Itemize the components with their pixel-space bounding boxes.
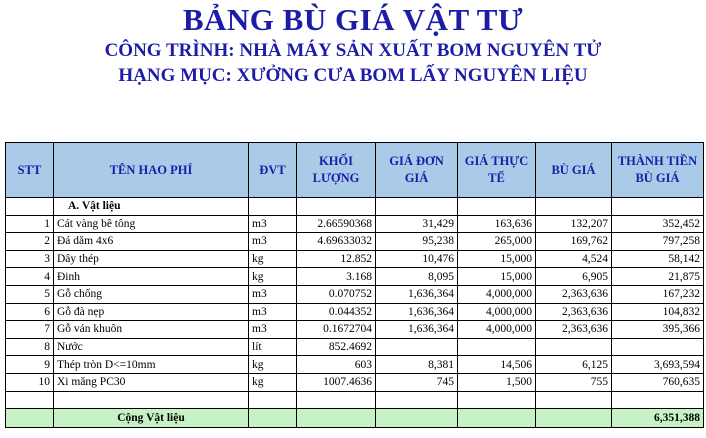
- row-diff: 2,363,636: [536, 285, 612, 303]
- table-row: [6, 338, 704, 356]
- row-name: Đinh: [54, 268, 249, 286]
- col-header-unit-price: GIÁ ĐƠN GIÁ: [376, 143, 458, 198]
- row-name: Gỗ đà nẹp: [54, 303, 249, 321]
- row-unit: lít: [249, 338, 297, 356]
- table-row: [6, 233, 704, 251]
- row-amount: 395,366: [612, 321, 704, 339]
- row-name: Đá dăm 4x6: [54, 233, 249, 251]
- section-label: A. Vật liệu: [54, 198, 249, 216]
- col-header-name: TÊN HAO PHÍ: [54, 143, 249, 198]
- row-diff: 6,125: [536, 356, 612, 374]
- table-row: [6, 321, 704, 339]
- col-header-diff: BÙ GIÁ: [536, 143, 612, 198]
- row-diff: 6,905: [536, 268, 612, 286]
- row-stt: 4: [6, 268, 54, 286]
- row-unit: kg: [249, 373, 297, 391]
- row-qty: 3.168: [297, 268, 376, 286]
- row-unit-price: 8,095: [376, 268, 458, 286]
- row-stt: 6: [6, 303, 54, 321]
- header-row: [6, 143, 704, 198]
- row-unit: kg: [249, 250, 297, 268]
- row-unit: m3: [249, 321, 297, 339]
- row-stt: 10: [6, 373, 54, 391]
- row-name: Cát vàng bê tông: [54, 215, 249, 233]
- row-actual-price: 163,636: [458, 215, 536, 233]
- row-actual-price: 4,000,000: [458, 285, 536, 303]
- row-amount: 21,875: [612, 268, 704, 286]
- row-unit: m3: [249, 303, 297, 321]
- row-actual-price: [458, 338, 536, 356]
- row-qty: 1007.4636: [297, 373, 376, 391]
- table-row: [6, 303, 704, 321]
- row-unit-price: 95,238: [376, 233, 458, 251]
- col-header-actual-price: GIÁ THỰC TẾ: [458, 143, 536, 198]
- page-title: BẢNG BÙ GIÁ VẬT TƯ: [182, 2, 524, 37]
- section-row: [6, 198, 704, 216]
- row-stt: 2: [6, 233, 54, 251]
- table-row: [6, 285, 704, 303]
- row-name: Dây thép: [54, 250, 249, 268]
- row-amount: 760,635: [612, 373, 704, 391]
- row-unit: m3: [249, 285, 297, 303]
- row-unit-price: [376, 338, 458, 356]
- row-qty: 0.044352: [297, 303, 376, 321]
- col-header-amount: THÀNH TIỀN BÙ GIÁ: [612, 143, 704, 198]
- row-amount: [612, 338, 704, 356]
- row-actual-price: 4,000,000: [458, 303, 536, 321]
- row-actual-price: 1,500: [458, 373, 536, 391]
- section-stt: [6, 198, 54, 216]
- cost-table: [5, 142, 704, 428]
- row-qty: 4.69633032: [297, 233, 376, 251]
- col-header-qty: KHỐI LƯỢNG: [297, 143, 376, 198]
- table-row: [6, 268, 704, 286]
- row-amount: 3,693,594: [612, 356, 704, 374]
- row-unit-price: 1,636,364: [376, 303, 458, 321]
- row-unit: kg: [249, 268, 297, 286]
- row-qty: 0.1672704: [297, 321, 376, 339]
- spacer-row: [6, 391, 704, 409]
- row-qty: 603: [297, 356, 376, 374]
- row-unit-price: 31,429: [376, 215, 458, 233]
- row-amount: 797,258: [612, 233, 704, 251]
- table-row: [6, 356, 704, 374]
- row-unit-price: 10,476: [376, 250, 458, 268]
- row-diff: [536, 338, 612, 356]
- row-actual-price: 4,000,000: [458, 321, 536, 339]
- row-amount: 104,832: [612, 303, 704, 321]
- row-name: Xi măng PC30: [54, 373, 249, 391]
- row-actual-price: 14,506: [458, 356, 536, 374]
- row-stt: 7: [6, 321, 54, 339]
- row-diff: 169,762: [536, 233, 612, 251]
- col-header-unit: ĐVT: [249, 143, 297, 198]
- row-amount: 167,232: [612, 285, 704, 303]
- row-diff: 755: [536, 373, 612, 391]
- table-row: [6, 250, 704, 268]
- project-subtitle: CÔNG TRÌNH: NHÀ MÁY SẢN XUẤT BOM NGUYÊN TỬ: [104, 40, 602, 61]
- row-diff: 2,363,636: [536, 321, 612, 339]
- row-qty: 12.852: [297, 250, 376, 268]
- total-label: Cộng Vật liệu: [54, 409, 249, 428]
- row-unit-price: 1,636,364: [376, 285, 458, 303]
- row-unit-price: 1,636,364: [376, 321, 458, 339]
- row-stt: 9: [6, 356, 54, 374]
- col-header-stt: STT: [6, 143, 54, 198]
- row-actual-price: 15,000: [458, 250, 536, 268]
- row-actual-price: 265,000: [458, 233, 536, 251]
- row-stt: 1: [6, 215, 54, 233]
- row-qty: 2.66590368: [297, 215, 376, 233]
- row-name: Gỗ chống: [54, 285, 249, 303]
- total-amount: 6,351,388: [612, 409, 704, 428]
- row-unit: m3: [249, 215, 297, 233]
- row-amount: 58,142: [612, 250, 704, 268]
- row-name: Nước: [54, 338, 249, 356]
- row-name: Thép tròn D<=10mm: [54, 356, 249, 374]
- row-unit: m3: [249, 233, 297, 251]
- row-unit-price: 745: [376, 373, 458, 391]
- table-row: [6, 215, 704, 233]
- row-stt: 3: [6, 250, 54, 268]
- item-subtitle: HẠNG MỤC: XƯỞNG CƯA BOM LẤY NGUYÊN LIỆU: [118, 65, 588, 86]
- total-row: [6, 409, 704, 428]
- row-name: Gỗ ván khuôn: [54, 321, 249, 339]
- row-diff: 132,207: [536, 215, 612, 233]
- row-qty: 0.070752: [297, 285, 376, 303]
- row-unit-price: 8,381: [376, 356, 458, 374]
- row-amount: 352,452: [612, 215, 704, 233]
- row-actual-price: 15,000: [458, 268, 536, 286]
- row-stt: 8: [6, 338, 54, 356]
- table-row: [6, 373, 704, 391]
- row-qty: 852.4692: [297, 338, 376, 356]
- row-diff: 2,363,636: [536, 303, 612, 321]
- row-diff: 4,524: [536, 250, 612, 268]
- row-unit: kg: [249, 356, 297, 374]
- row-stt: 5: [6, 285, 54, 303]
